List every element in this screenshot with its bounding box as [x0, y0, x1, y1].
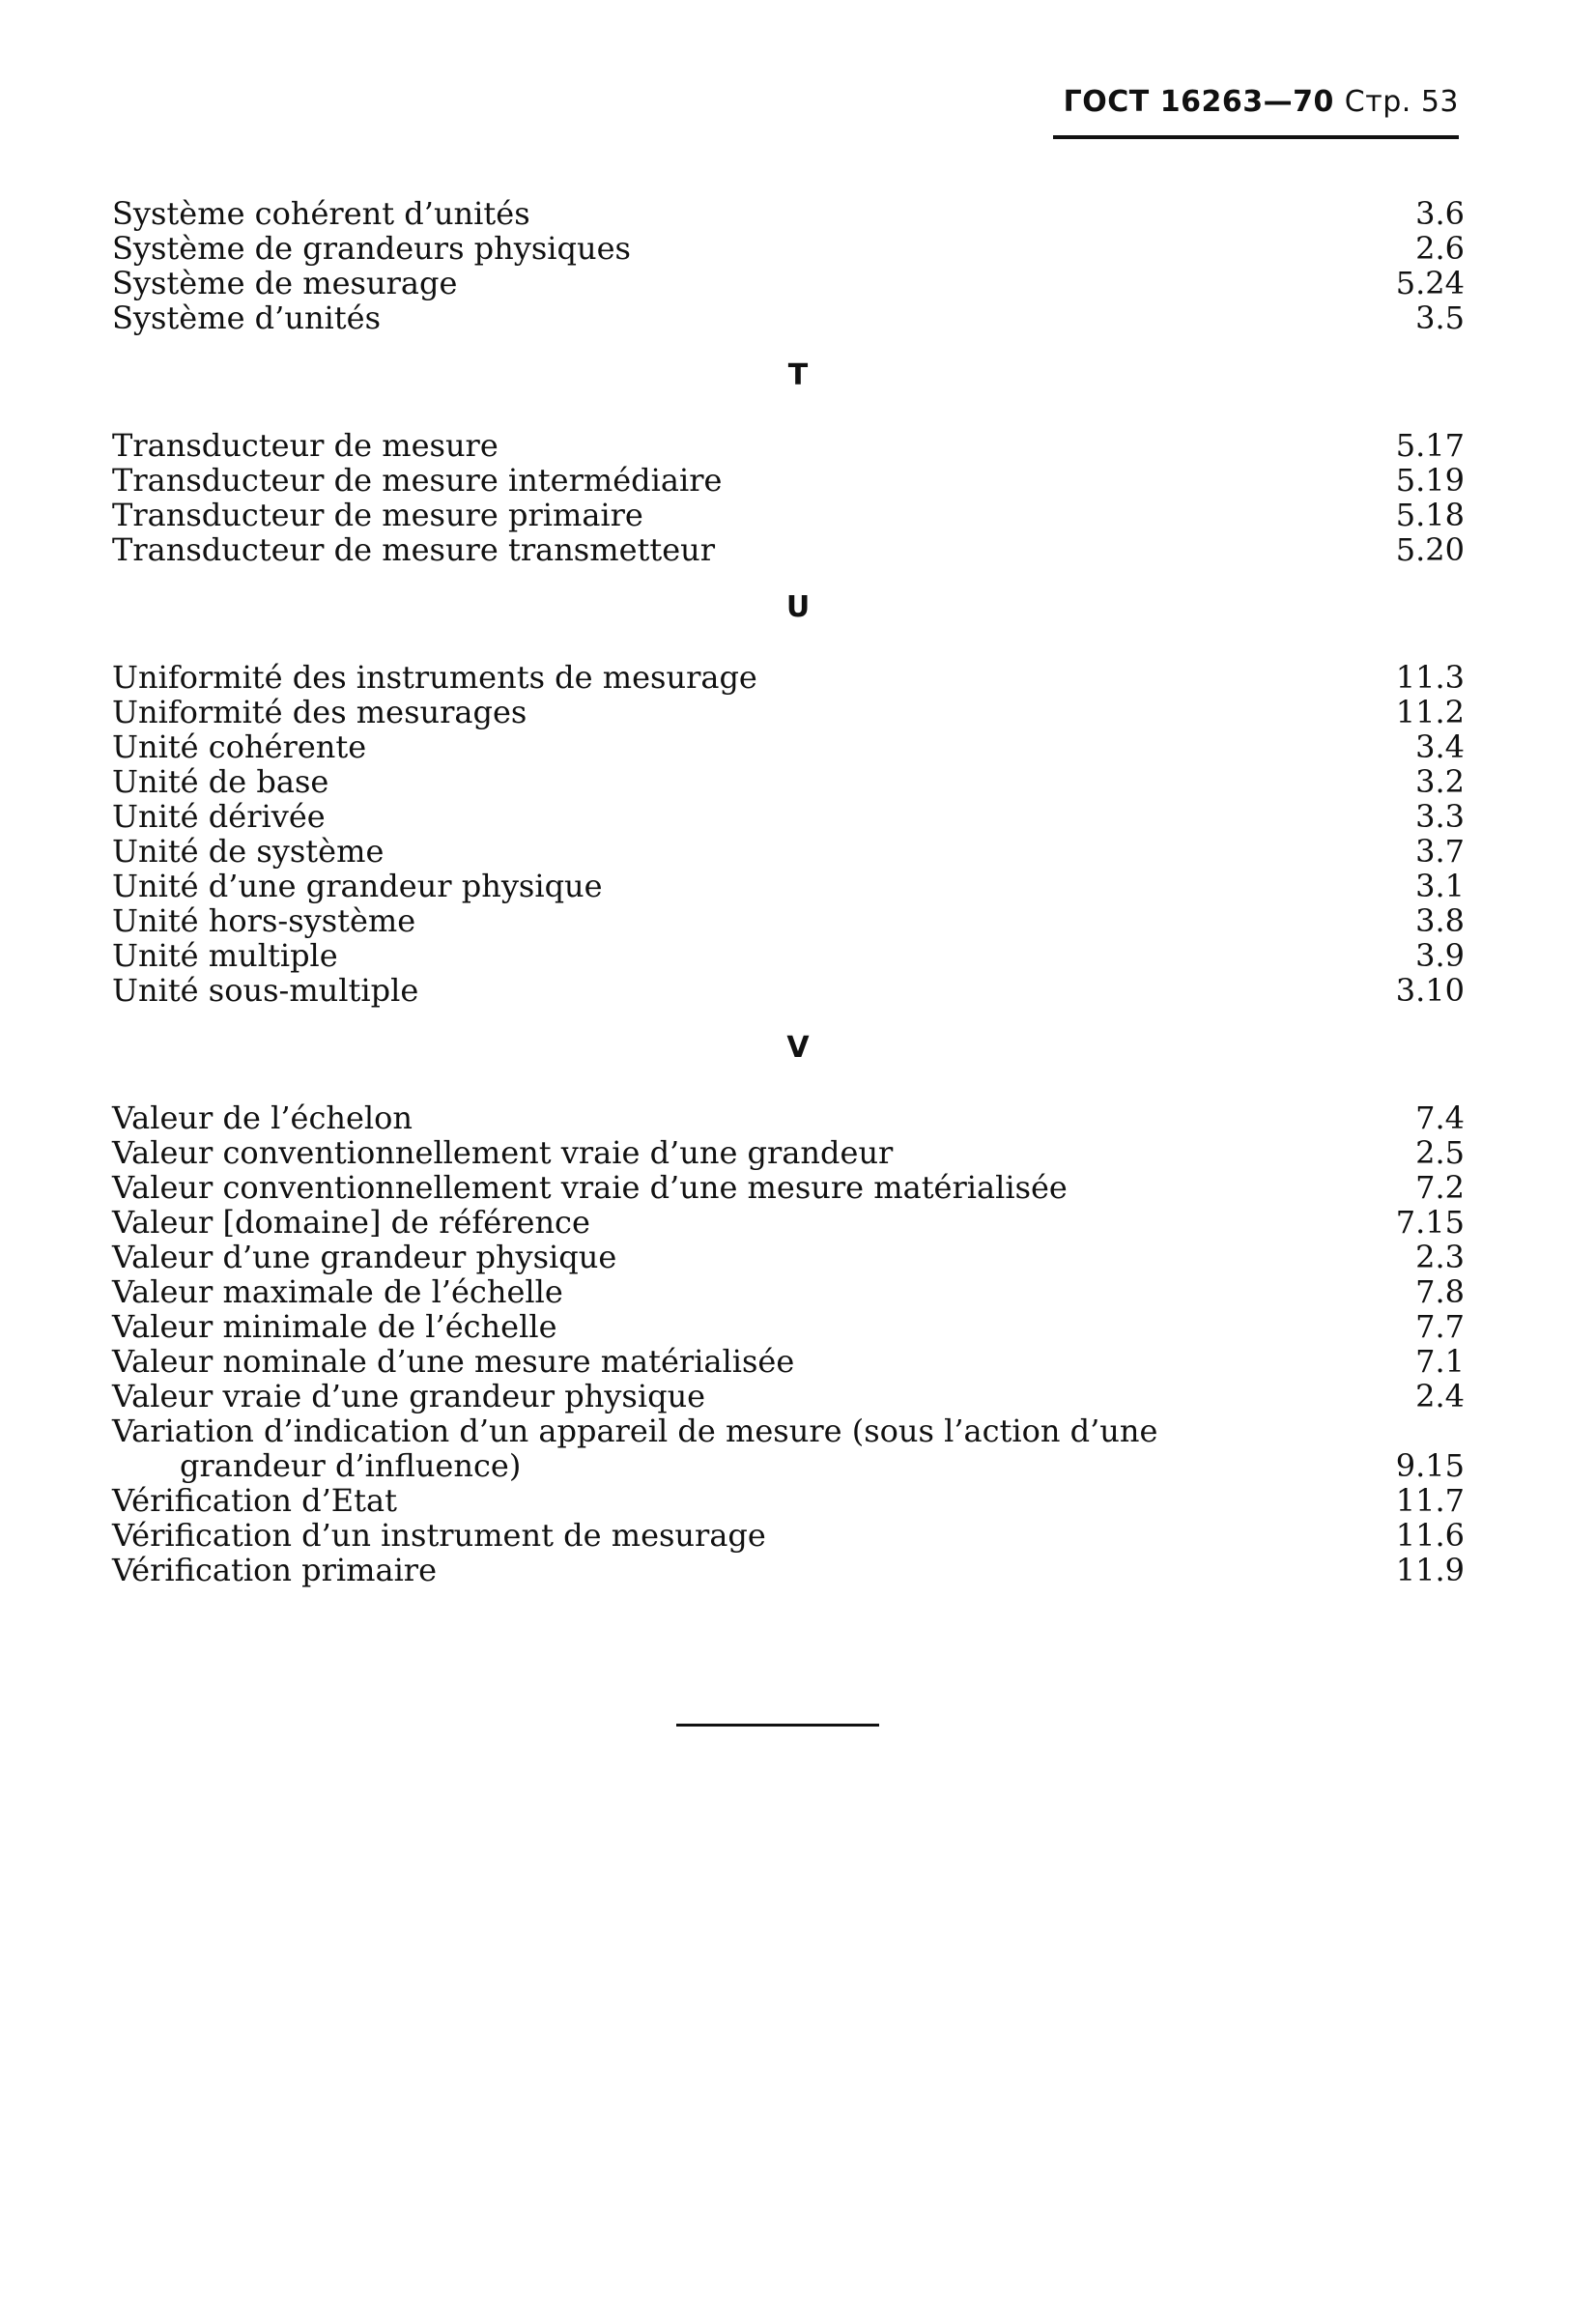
- index-entry: [112, 1483, 1465, 1518]
- entry-term: Valeur de l’échelon: [112, 1099, 413, 1136]
- entry-reference: 11.6: [1395, 1517, 1465, 1554]
- entry-term: Valeur [domaine] de référence: [112, 1204, 590, 1241]
- entry-term: Unité multiple: [112, 937, 338, 974]
- entry-reference: 2.5: [1415, 1134, 1465, 1171]
- entry-reference: 2.6: [1415, 230, 1465, 267]
- entry-term: Transducteur de mesure intermédiaire: [112, 462, 723, 499]
- entry-term: Valeur nominale d’une mesure matérialisée: [112, 1343, 795, 1380]
- index-entry: [112, 300, 1465, 335]
- entry-term: Unité sous-multiple: [112, 972, 419, 1009]
- entry-term: Unité de base: [112, 763, 329, 800]
- index-entry: [112, 660, 1465, 695]
- entry-reference: 7.15: [1395, 1204, 1465, 1241]
- entry-term: Valeur d’une grandeur physique: [112, 1239, 617, 1275]
- entry-reference: 7.8: [1415, 1273, 1465, 1310]
- entry-reference: 3.3: [1415, 798, 1465, 835]
- index-entry: [112, 1518, 1465, 1553]
- index-entry: [112, 463, 1465, 498]
- entry-term: Vérification primaire: [112, 1552, 438, 1588]
- index-entry: [112, 1205, 1465, 1240]
- index-section: [112, 1100, 1465, 1587]
- end-rule: [676, 1724, 879, 1727]
- page-header: [1053, 85, 1459, 143]
- entry-term: Valeur conventionnellement vraie d’une grandeur: [112, 1134, 894, 1171]
- entry-term: Valeur minimale de l’échelle: [112, 1308, 557, 1345]
- index-entry: [112, 1448, 1465, 1483]
- entry-reference: 11.2: [1395, 694, 1465, 730]
- entry-reference: 5.20: [1395, 531, 1465, 568]
- entry-reference: 3.6: [1415, 195, 1465, 232]
- entry-reference: 7.7: [1415, 1308, 1465, 1345]
- page-number: Стр. 53: [1344, 85, 1459, 119]
- term-index: [112, 196, 1465, 1587]
- entry-reference: 3.9: [1415, 937, 1465, 974]
- index-entry: [112, 532, 1465, 567]
- entry-term: Transducteur de mesure: [112, 427, 499, 464]
- index-entry: [112, 1240, 1465, 1274]
- entry-term: Vérification d’un instrument de mesurage: [112, 1517, 766, 1554]
- section-letter: U: [785, 590, 811, 624]
- entry-reference: 11.3: [1395, 659, 1465, 696]
- entry-term: Uniformité des mesurages: [112, 694, 527, 730]
- entry-term: Système d’unités: [112, 300, 381, 336]
- entry-term: Transducteur de mesure transmetteur: [112, 531, 716, 568]
- entry-reference: 3.1: [1415, 868, 1465, 904]
- entry-reference: 3.2: [1415, 763, 1465, 800]
- index-entry: [112, 498, 1465, 532]
- index-entry: [112, 266, 1465, 300]
- entry-term: grandeur d’influence): [180, 1447, 522, 1484]
- index-entry: [112, 973, 1465, 1008]
- index-entry: [112, 1414, 1465, 1448]
- entry-term: Valeur vraie d’une grandeur physique: [112, 1378, 706, 1414]
- entry-term: Système de grandeurs physiques: [112, 230, 631, 267]
- entry-term: Unité de système: [112, 833, 385, 870]
- entry-term: Système cohérent d’unités: [112, 195, 530, 232]
- entry-term: Unité dérivée: [112, 798, 326, 835]
- entry-reference: 2.4: [1415, 1378, 1465, 1414]
- index-entry: [112, 196, 1465, 231]
- entry-reference: 5.17: [1395, 427, 1465, 464]
- entry-reference: 5.24: [1395, 265, 1465, 301]
- index-entry: [112, 1344, 1465, 1379]
- entry-reference: 7.4: [1415, 1099, 1465, 1136]
- header-rule: [1053, 135, 1459, 139]
- entry-term: Unité hors-système: [112, 902, 416, 939]
- index-entry: [112, 695, 1465, 729]
- index-entry: [112, 1170, 1465, 1205]
- entry-reference: 5.18: [1395, 497, 1465, 533]
- entry-term: Vérification d’Etat: [112, 1482, 397, 1519]
- entry-term: Unité d’une grandeur physique: [112, 868, 603, 904]
- index-entry: [112, 938, 1465, 973]
- entry-term: Unité cohérente: [112, 728, 367, 765]
- index-entry: [112, 729, 1465, 764]
- entry-reference: 3.5: [1415, 300, 1465, 336]
- index-section: [112, 196, 1465, 335]
- entry-reference: 3.8: [1415, 902, 1465, 939]
- index-entry: [112, 903, 1465, 938]
- section-letter: T: [787, 358, 809, 392]
- entry-term: Uniformité des instruments de mesurage: [112, 659, 757, 696]
- index-entry: [112, 231, 1465, 266]
- entry-reference: 3.7: [1415, 833, 1465, 870]
- entry-reference: 11.9: [1395, 1552, 1465, 1588]
- index-entry: [112, 428, 1465, 463]
- entry-term: Variation d’indication d’un appareil de mesure (sous l’action d’une: [112, 1413, 1158, 1449]
- entry-reference: 2.3: [1415, 1239, 1465, 1275]
- entry-reference: 9.15: [1395, 1447, 1465, 1484]
- entry-reference: 7.2: [1415, 1169, 1465, 1206]
- entry-term: Transducteur de mesure primaire: [112, 497, 643, 533]
- index-entry: [112, 1135, 1465, 1170]
- index-section: [112, 428, 1465, 567]
- entry-term: Valeur conventionnellement vraie d’une mesure matérialisée: [112, 1169, 1068, 1206]
- index-entry: [112, 869, 1465, 903]
- index-entry: [112, 799, 1465, 834]
- entry-reference: 3.10: [1395, 972, 1465, 1009]
- section-letter: V: [786, 1031, 810, 1065]
- index-entry: [112, 1100, 1465, 1135]
- index-entry: [112, 1309, 1465, 1344]
- entry-term: Système de mesurage: [112, 265, 458, 301]
- index-entry: [112, 1379, 1465, 1414]
- index-entry: [112, 834, 1465, 869]
- entry-reference: 5.19: [1395, 462, 1465, 499]
- entry-reference: 11.7: [1395, 1482, 1465, 1519]
- index-entry: [112, 1274, 1465, 1309]
- entry-term: Valeur maximale de l’échelle: [112, 1273, 563, 1310]
- index-section: [112, 660, 1465, 1008]
- entry-reference: 3.4: [1415, 728, 1465, 765]
- standard-number: ГОСТ 16263—70: [1063, 85, 1334, 119]
- index-entry: [112, 1553, 1465, 1587]
- index-entry: [112, 764, 1465, 799]
- entry-reference: 7.1: [1415, 1343, 1465, 1380]
